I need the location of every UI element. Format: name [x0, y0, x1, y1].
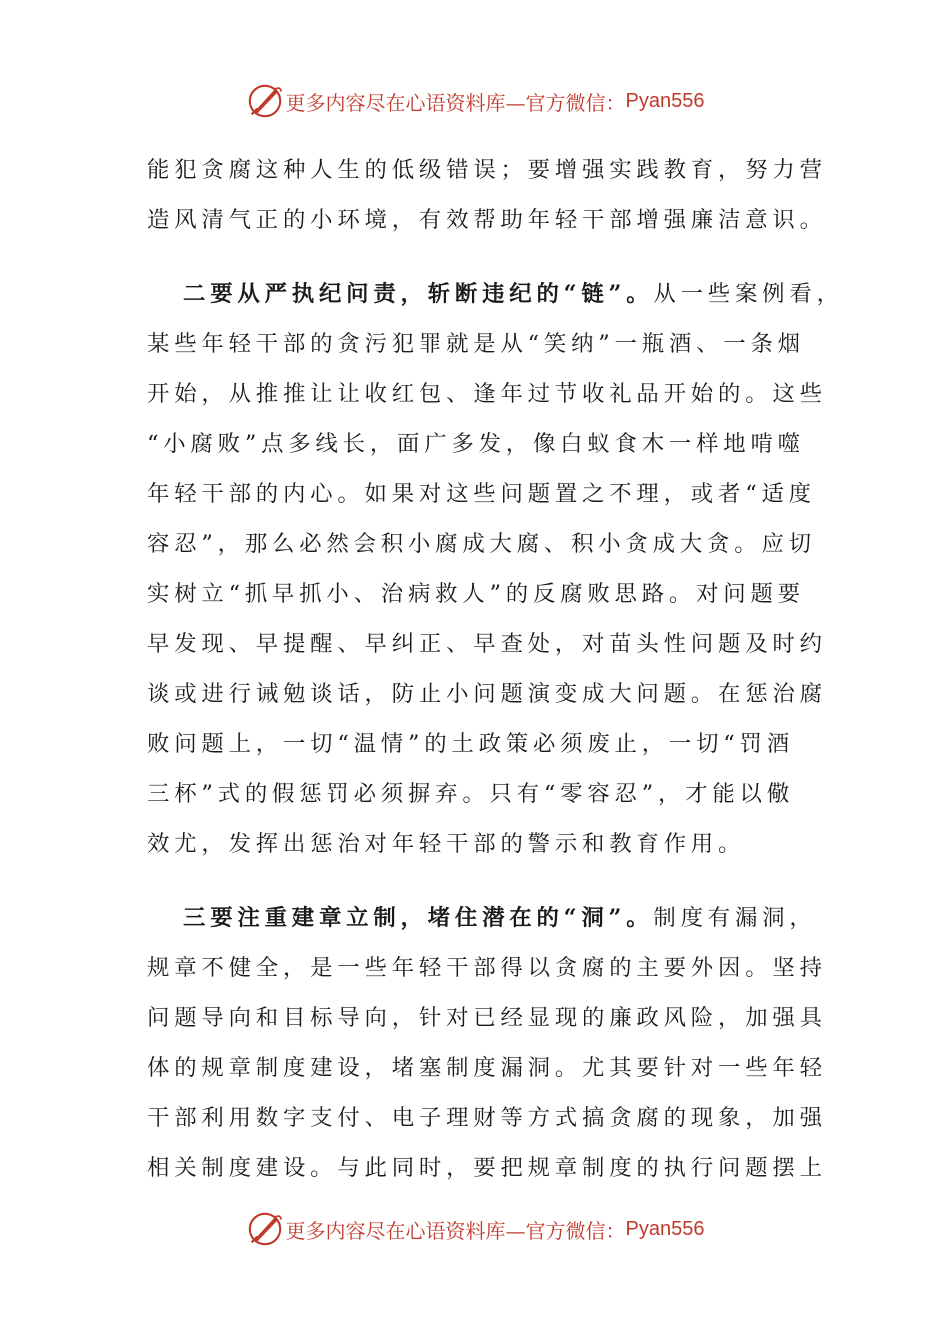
text-line: 实树立“抓早抓小、治病救人”的反腐败思路。对问题要	[147, 581, 805, 607]
text-line: 效尤，发挥出惩治对年轻干部的警示和教育作用。	[147, 831, 746, 857]
header-banner	[0, 82, 950, 120]
text-line: 体的规章制度建设，堵塞制度漏洞。尤其要针对一些年轻	[147, 1055, 827, 1081]
text-line: 早发现、早提醒、早纠正、早查处，对苗头性问题及时约	[147, 631, 827, 657]
paragraph-heading-2	[147, 269, 844, 319]
text-line: 三杯”式的假惩罚必须摒弃。只有“零容忍”，才能以儆	[147, 781, 794, 807]
banner-wechat-id: Pyan556	[625, 1217, 705, 1240]
banner-wechat-id: Pyan556	[625, 89, 705, 112]
text-line: “小腐败”点多线长，面广多发，像白蚁食木一样地啃噬	[147, 431, 805, 457]
text-line: 相关制度建设。与此同时，要把规章制度的执行问题摆上	[147, 1155, 827, 1181]
text-line: 问题导向和目标导向，针对已经显现的廉政风险，加强具	[147, 1005, 827, 1031]
heading-continuation: 制度有漏洞，	[653, 905, 817, 931]
heading-text: 二要从严执纪问责，斩断违纪的“链”。	[183, 281, 654, 307]
banner-text: 更多内容尽在心语资料库—官方微信：	[285, 1218, 626, 1243]
footer-banner	[0, 1210, 950, 1248]
heading-continuation: 从一些案例看，	[653, 281, 844, 307]
document-body	[147, 145, 844, 1193]
text-line: 开始，从推推让让收红包、逢年过节收礼品开始的。这些	[147, 381, 827, 407]
text-line: 败问题上，一切“温情”的土政策必须废止，一切“罚酒	[147, 731, 794, 757]
text-line: 规章不健全，是一些年轻干部得以贪腐的主要外因。坚持	[147, 955, 827, 981]
banner-text: 更多内容尽在心语资料库—官方微信：	[285, 90, 626, 115]
text-line: 谈或进行诫勉谈话，防止小问题演变成大问题。在惩治腐	[147, 681, 827, 707]
text-line: 容忍”，那么必然会积小腐成大腐、积小贪成大贪。应切	[147, 531, 816, 557]
text-line: 年轻干部的内心。如果对这些问题置之不理，或者“适度	[147, 481, 816, 507]
paragraph-heading-3	[147, 893, 817, 943]
quill-logo-icon	[246, 82, 284, 120]
text-line: 造风清气正的小环境，有效帮助年轻干部增强廉洁意识。	[147, 207, 827, 233]
text-line: 能犯贪腐这种人生的低级错误；要增强实践教育，努力营	[147, 157, 827, 183]
text-line: 干部利用数字支付、电子理财等方式搞贪腐的现象，加强	[147, 1105, 827, 1131]
text-line: 某些年轻干部的贪污犯罪就是从“笑纳”一瓶酒、一条烟	[147, 331, 805, 357]
quill-logo-icon	[246, 1210, 284, 1248]
heading-text: 三要注重建章立制，堵住潜在的“洞”。	[183, 905, 654, 931]
